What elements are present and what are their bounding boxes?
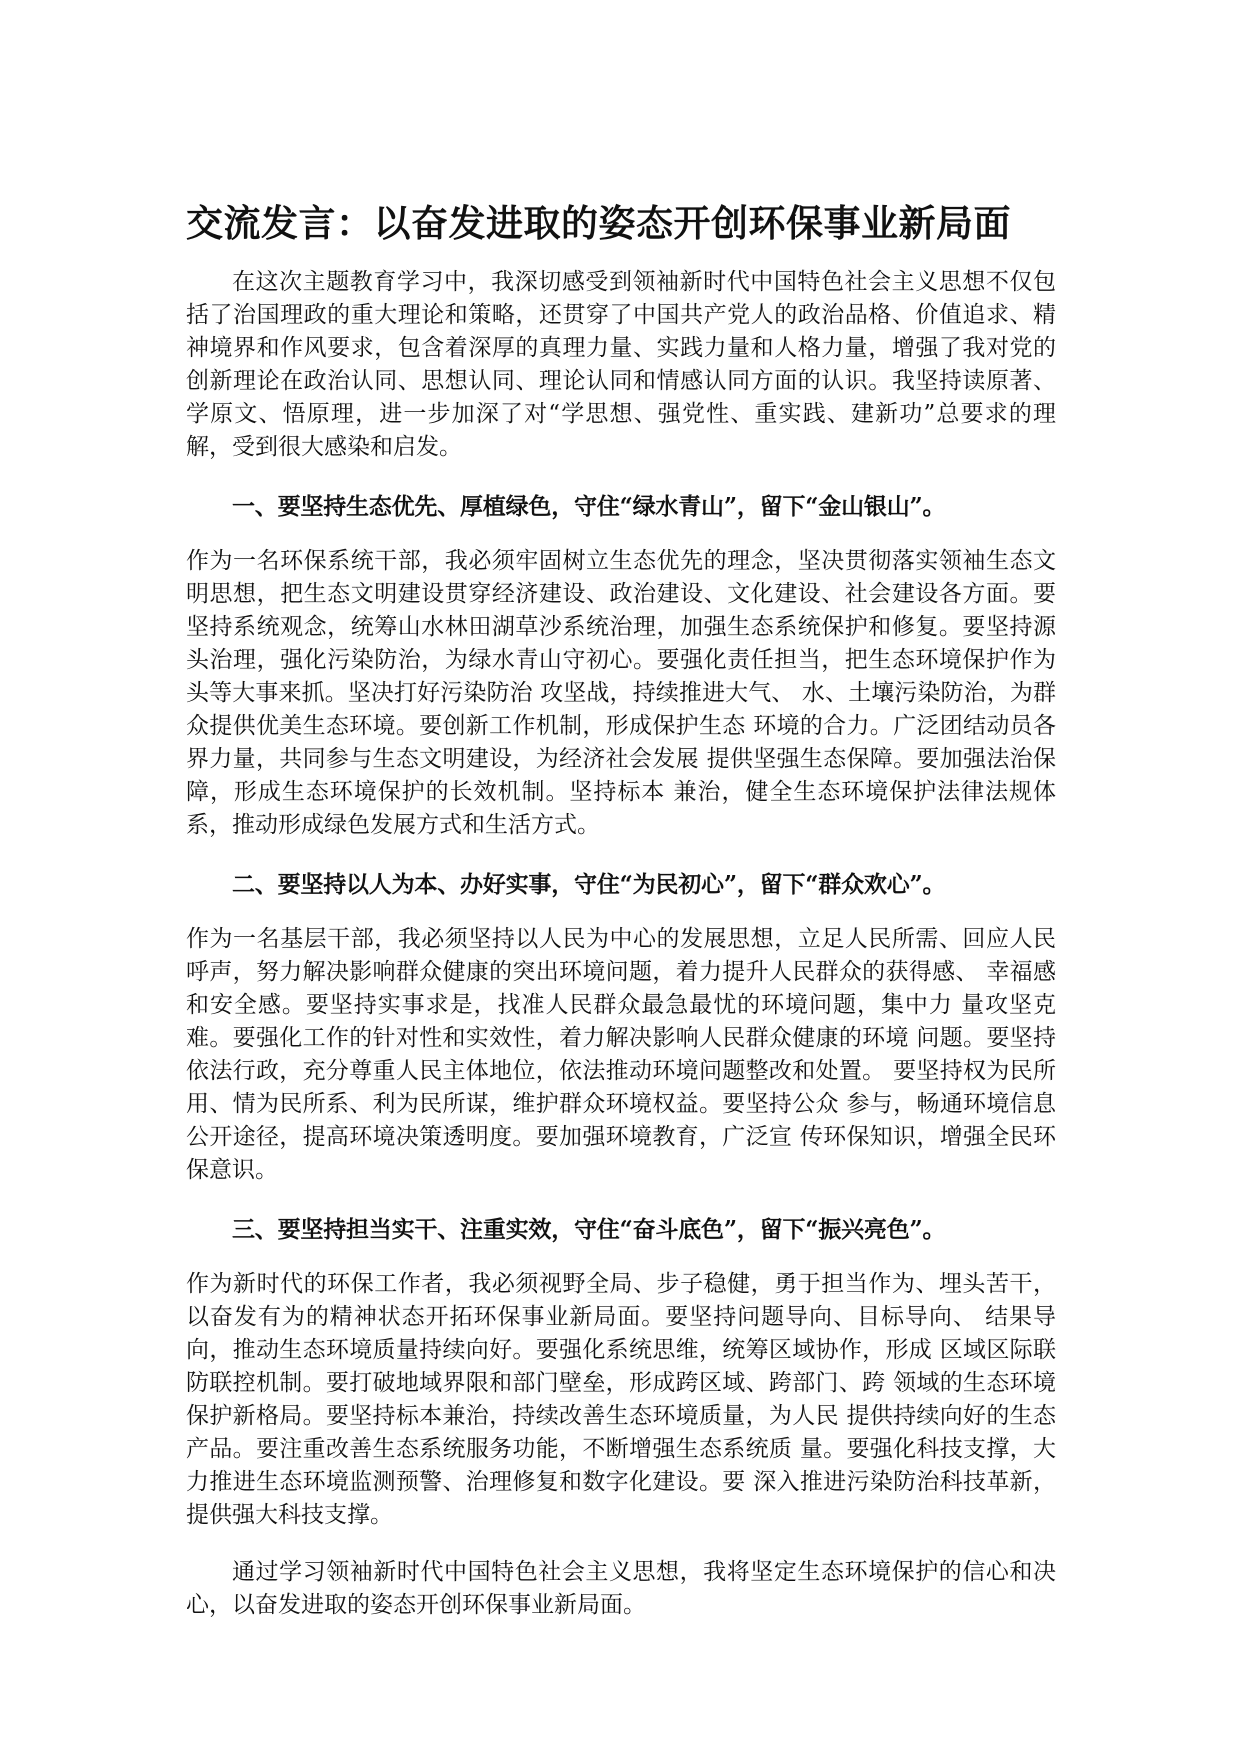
document-page xyxy=(186,196,1056,1622)
section-3-heading: 三、要坚持担当实干、注重实效，守住“奋斗底色”，留下“振兴亮色”。 xyxy=(232,1216,946,1243)
intro-paragraph: 在这次主题教育学习中，我深切感受到领袖新时代中国特色社会主义思想不仅包括了治国理政的重大理论和策略，还贯穿了中国共产党人的政治品格、价值追求、精神境界和作风要求，包含着深厚的真理力量、实践力量和人格力量，增强了我对党的创新理论在政治认同、思想认同、理论认同和情感认同方面的认识。我坚持读原著、学原文、悟原理，进一步加深了对“学思想、强党性、重实践、建新功”总要求的理解，受到很大感染和启发。 xyxy=(186,269,1056,460)
section-3-body: 作为新时代的环保工作者，我必须视野全局、步子稳健，勇于担当作为、埋头苦干，以奋发有为的精神状态开拓环保事业新局面。要坚持问题导向、目标导向、 结果导向，推动生态环境质量持续向好。要强化系统思维，统筹区域协作，形成 区域区际联防联控机制。要打破地域界限和部门壁垒，形成跨区域、跨部门、跨 领域的生态环境保护新格局。要坚持标本兼治，持续改善生态环境质量，为人民 提供持续向好的生态产品。要注重改善生态系统服务功能，不断增强生态系统质 量。要强化科技支撑，大力推进生态环境监测预警、治理修复和数字化建设。要 深入推进污染防治科技革新，提供强大科技支撑。 xyxy=(186,1271,1056,1528)
document-title: 交流发言：以奋发进取的姿态开创环保事业新局面 xyxy=(186,201,1011,245)
section-2-heading: 二、要坚持以人为本、办好实事，守住“为民初心”，留下“群众欢心”。 xyxy=(232,871,946,898)
section-2-body: 作为一名基层干部，我必须坚持以人民为中心的发展思想，立足人民所需、回应人民呼声，努力解决影响群众健康的突出环境问题，着力提升人民群众的获得感、 幸福感和安全感。要坚持实事求是，找准人民群众最急最忧的环境问题，集中力 量攻坚克难。要强化工作的针对性和实效性，着力解决影响人民群众健康的环境 问题。要坚持依法行政，充分尊重人民主体地位，依法推动环境问题整改和处置。 要坚持权为民所用、情为民所系、利为民所谋，维护群众环境权益。要坚持公众 参与，畅通环境信息公开途径，提高环境决策透明度。要加强环境教育，广泛宣 传环保知识，增强全民环保意识。 xyxy=(186,926,1056,1183)
closing-paragraph: 通过学习领袖新时代中国特色社会主义思想，我将坚定生态环境保护的信心和决心，以奋发进取的姿态开创环保事业新局面。 xyxy=(186,1559,1056,1618)
section-1-heading: 一、要坚持生态优先、厚植绿色，守住“绿水青山”，留下“金山银山”。 xyxy=(232,493,946,520)
section-1-body: 作为一名环保系统干部，我必须牢固树立生态优先的理念，坚决贯彻落实领袖生态文明思想，把生态文明建设贯穿经济建设、政治建设、文化建设、社会建设各方面。要坚持系统观念，统筹山水林田湖草沙系统治理，加强生态系统保护和修复。要坚持源头治理，强化污染防治，为绿水青山守初心。要强化责任担当，把生态环境保护作为头等大事来抓。坚决打好污染防治 攻坚战，持续推进大气、 水、土壤污染防治，为群众提供优美生态环境。要创新工作机制，形成保护生态 环境的合力。广泛团结动员各界力量，共同参与生态文明建设，为经济社会发展 提供坚强生态保障。要加强法治保障，形成生态环境保护的长效机制。坚持标本 兼治，健全生态环境保护法律法规体系，推动形成绿色发展方式和生活方式。 xyxy=(186,548,1056,838)
